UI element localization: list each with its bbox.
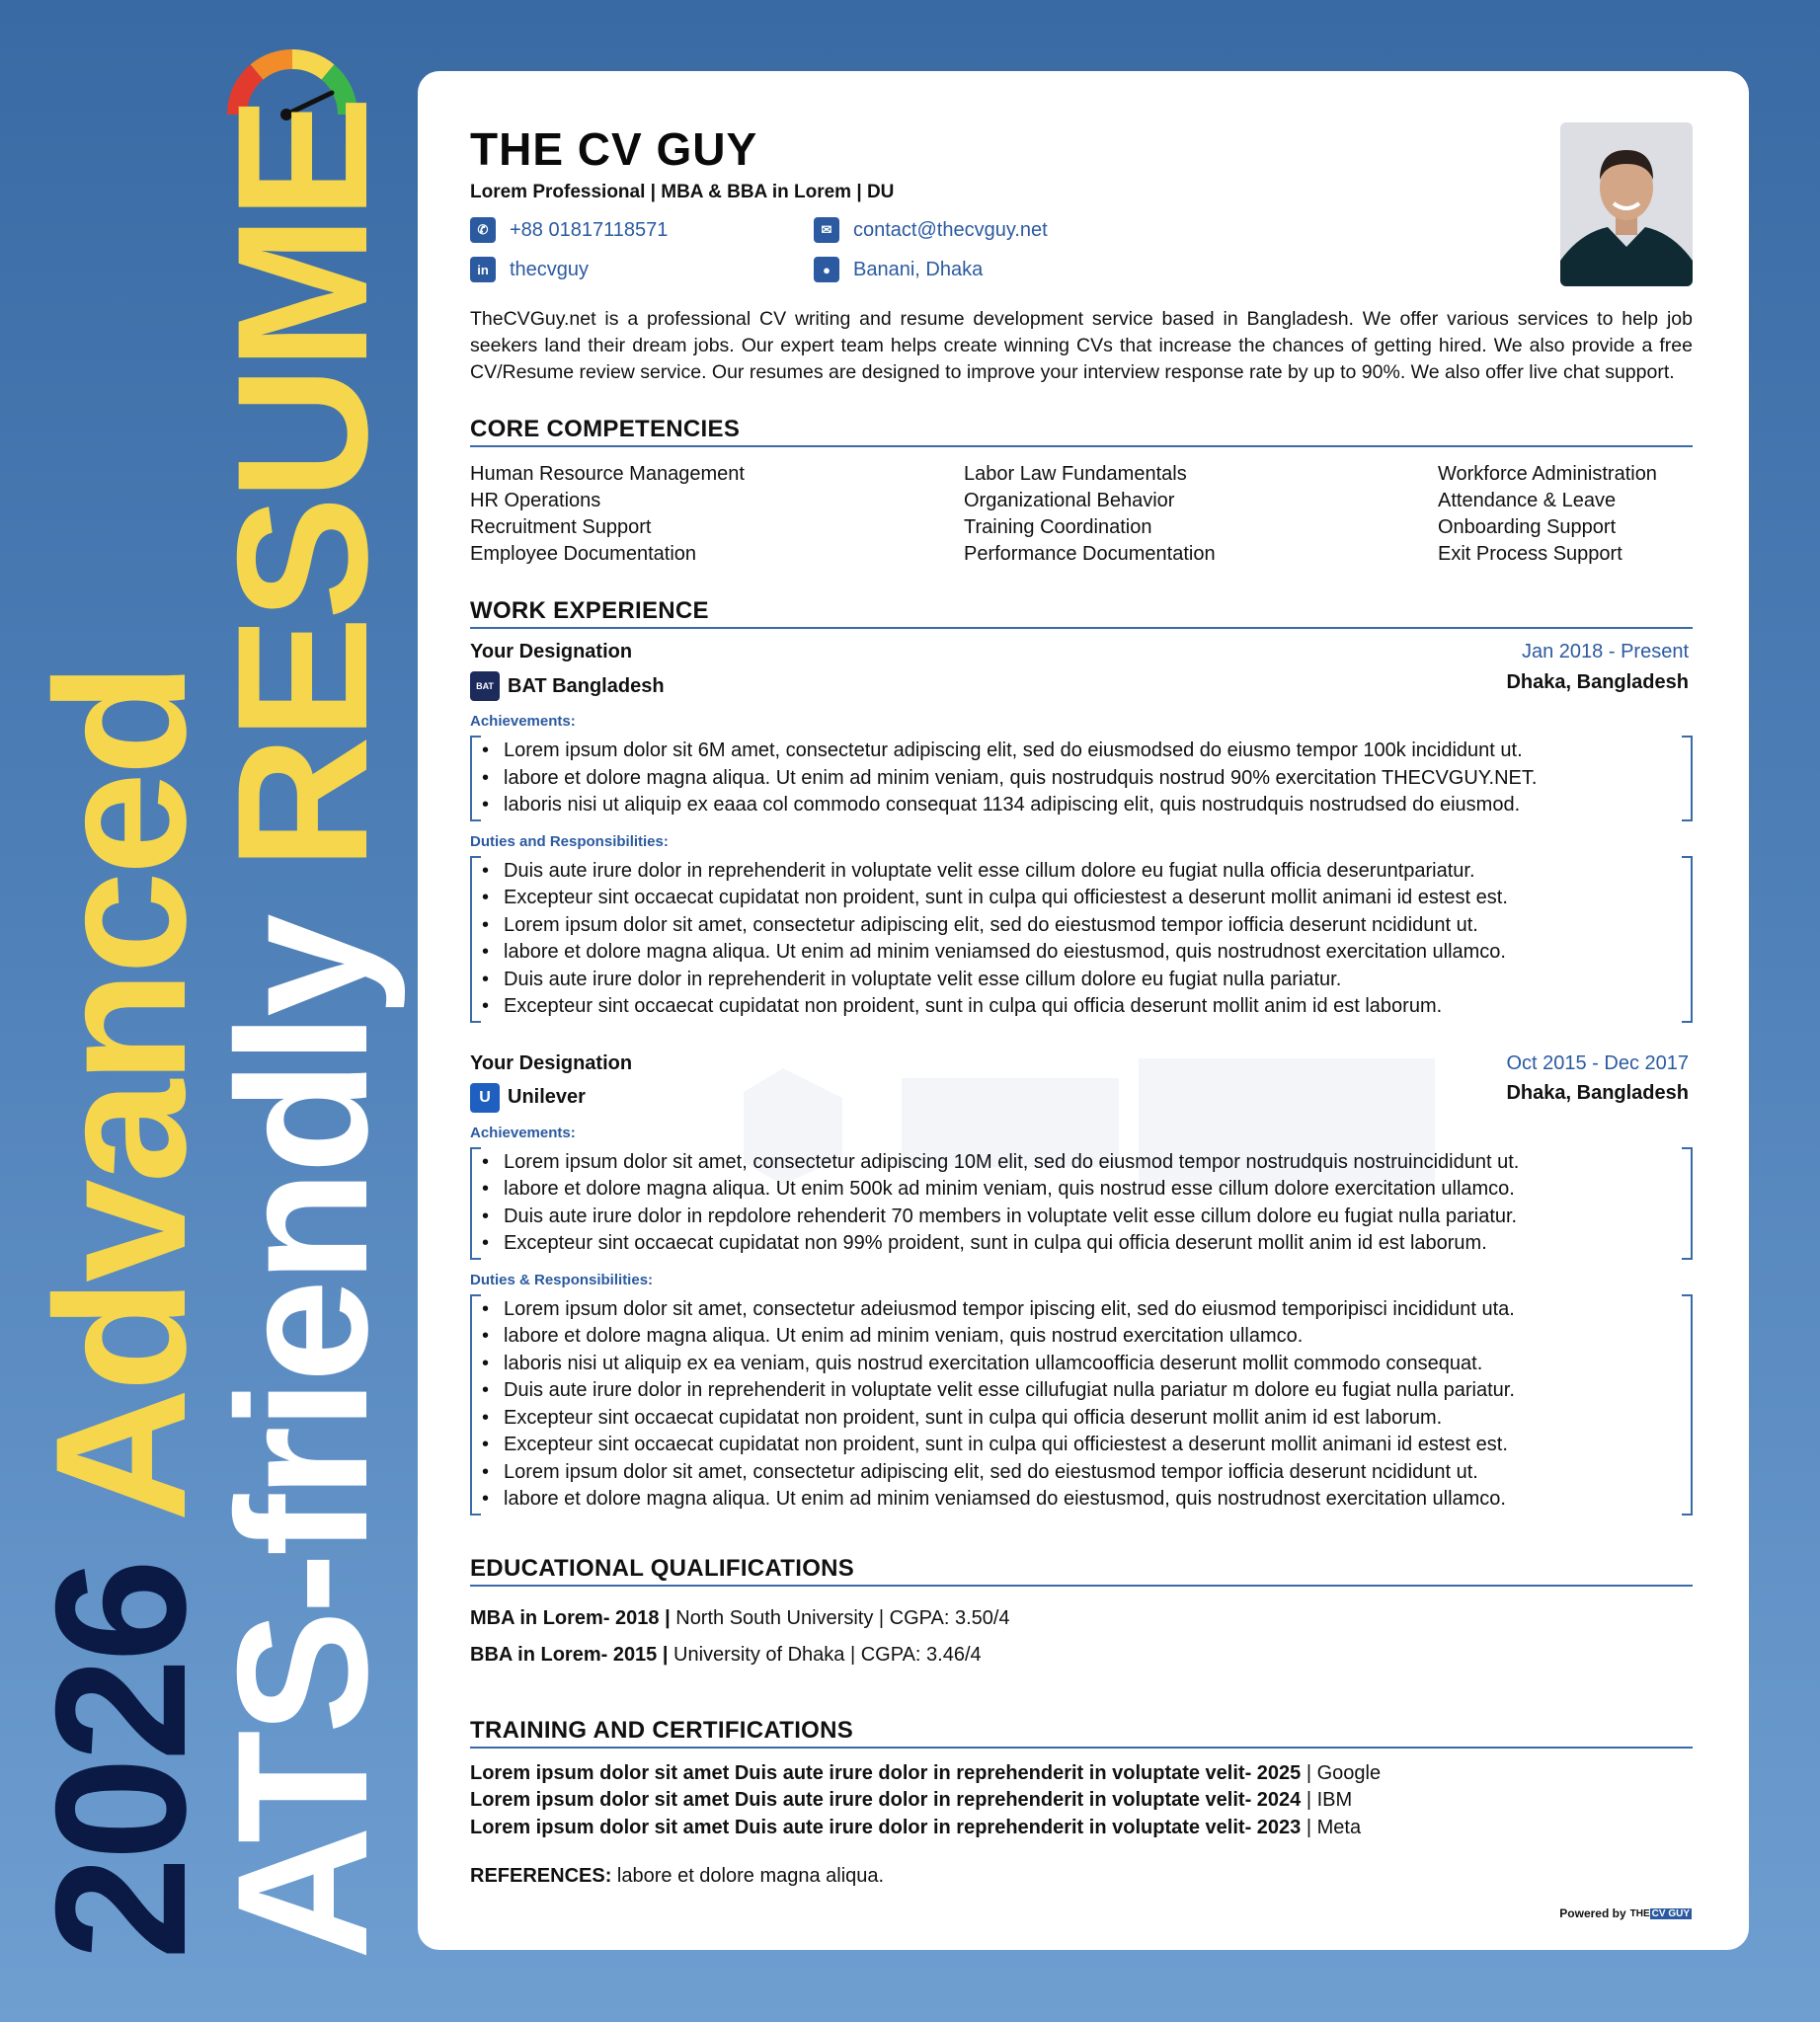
- list-item: • Lorem ipsum dolor sit amet, consectetur adipiscing elit, sed do eiestusmod tempor iofficia deserunt ncididunt ut.: [504, 1459, 1681, 1487]
- education-degree: MBA in Lorem- 2018 |: [470, 1606, 671, 1629]
- list-item: • labore et dolore magna aliqua. Ut enim ad minim veniamsed do eiestusmod, quis nostrudnost exercitation ullamco.: [504, 939, 1681, 967]
- bat-logo-icon: BAT: [470, 671, 500, 701]
- vertical-banner: [0, 0, 415, 2022]
- competency-item: Training Coordination: [964, 516, 1152, 538]
- list-item: • Duis aute irure dolor in reprehenderit in voluptate velit esse cillufugiat nulla pariatur m dolore eu fugiat nulla pariatur.: [504, 1377, 1681, 1405]
- company-name: Unilever: [508, 1086, 586, 1108]
- competencies-col-2: [964, 461, 1438, 568]
- education-item: [470, 1637, 1693, 1673]
- training-item: [470, 1787, 1693, 1815]
- training-item: [470, 1760, 1693, 1788]
- list-item: • Excepteur sint occaecat cupidatat non proident, sunt in culpa qui officia deserunt mollit anim id est laborum.: [504, 1405, 1681, 1433]
- list-item: • Duis aute irure dolor in reprehenderit in voluptate velit esse cillum dolore eu fugiat nulla pariatur.: [504, 967, 1681, 994]
- list-item: • labore et dolore magna aliqua. Ut enim ad minim veniam, quis nostrudquis nostrud 90% exercitation THECVGUY.NET.: [504, 765, 1681, 793]
- achievements-list: [470, 736, 1693, 821]
- phone-icon: ✆: [470, 217, 496, 243]
- competency-item: Recruitment Support: [470, 516, 652, 538]
- achievements-label: Achievements:: [470, 713, 576, 730]
- phone-text: +88 01817118571: [510, 218, 669, 241]
- references-label: REFERENCES:: [470, 1865, 612, 1887]
- list-item: • Excepteur sint occaecat cupidatat non proident, sunt in culpa qui officiestest a deserunt mollit animani id estest est.: [504, 885, 1681, 912]
- education-item: [470, 1600, 1693, 1637]
- duties-label: Duties & Responsibilities:: [470, 1271, 654, 1288]
- competencies-heading: CORE COMPETENCIES: [470, 416, 1693, 447]
- list-item: • laboris nisi ut aliquip ex ea veniam, quis nostrud exercitation ullamcoofficia deserunt mollit commodo consequat.: [504, 1351, 1681, 1378]
- competency-item: Human Resource Management: [470, 463, 745, 485]
- job-entry-1: [470, 641, 1693, 1023]
- candidate-name: THE CV GUY: [470, 123, 758, 175]
- candidate-tagline: Lorem Professional | MBA & BBA in Lorem | DU: [470, 182, 895, 202]
- training-name: Lorem ipsum dolor sit amet Duis aute irure dolor in reprehenderit in voluptate velit- 2024: [470, 1789, 1302, 1811]
- competency-item: Organizational Behavior: [964, 490, 1175, 511]
- job-location: Dhaka, Bangladesh: [1506, 1082, 1689, 1104]
- company-name: BAT Bangladesh: [508, 674, 665, 697]
- banner-year: 2026: [17, 1562, 224, 1960]
- location-pin-icon: ●: [814, 257, 839, 282]
- contact-email[interactable]: [814, 217, 1209, 243]
- competency-item: Employee Documentation: [470, 543, 697, 565]
- email-text: contact@thecvguy.net: [853, 218, 1048, 241]
- list-item: • Excepteur sint occaecat cupidatat non 99% proident, sunt in culpa qui officia deserunt mollit anim id est laborum.: [504, 1230, 1681, 1258]
- contact-location: [814, 257, 1209, 282]
- linkedin-text: thecvguy: [510, 258, 590, 280]
- list-item: • labore et dolore magna aliqua. Ut enim 500k ad minim veniam, quis nostrud esse cillum dolore exercitation ullamco.: [504, 1176, 1681, 1204]
- competency-item: Performance Documentation: [964, 543, 1216, 565]
- training-heading: TRAINING AND CERTIFICATIONS: [470, 1717, 1693, 1749]
- training-org: | Google: [1301, 1761, 1382, 1784]
- banner-ats: ATS-friendly: [198, 917, 406, 1960]
- job-entry-2: [470, 1052, 1693, 1516]
- list-item: • labore et dolore magna aliqua. Ut enim ad minim veniam, quis nostrud exercitation ullamco.: [504, 1323, 1681, 1351]
- competency-item: Labor Law Fundamentals: [964, 463, 1187, 485]
- banner-advanced: Advanced: [17, 665, 224, 1522]
- job-company: [470, 1083, 586, 1113]
- job-designation: Your Designation: [470, 641, 633, 662]
- job-dates: Jan 2018 - Present: [1522, 641, 1689, 662]
- linkedin-icon: in: [470, 257, 496, 282]
- competencies-grid: [470, 461, 1693, 568]
- contact-grid: [470, 217, 1693, 282]
- banner-line-ats: [198, 99, 406, 1960]
- brand-cvguy: CV GUY: [1651, 1907, 1690, 1919]
- duties-list: [470, 1294, 1693, 1516]
- references: [470, 1865, 1693, 1888]
- cv-card: [418, 71, 1749, 1950]
- powered-by-brand: [1630, 1908, 1692, 1919]
- education-list: [470, 1600, 1693, 1673]
- competency-item: Exit Process Support: [1438, 543, 1622, 565]
- powered-by-text: Powered by: [1559, 1906, 1626, 1920]
- competency-item: Attendance & Leave: [1438, 490, 1617, 511]
- list-item: • Lorem ipsum dolor sit amet, consectetur adipiscing elit, sed do eiestusmod tempor iofficia deserunt ncididunt ut.: [504, 912, 1681, 940]
- list-item: • Duis aute irure dolor in reprehenderit in voluptate velit esse cillum dolore eu fugiat nulla officia deseruntpariatur.: [504, 858, 1681, 886]
- training-list: [470, 1760, 1693, 1842]
- achievements-label: Achievements:: [470, 1124, 576, 1141]
- list-item: • Excepteur sint occaecat cupidatat non proident, sunt in culpa qui officiestest a deserunt mollit animani id estest est.: [504, 1432, 1681, 1459]
- competency-item: HR Operations: [470, 490, 601, 511]
- list-item: • labore et dolore magna aliqua. Ut enim ad minim veniamsed do eiestusmod, quis nostrudnost exercitation ullamco.: [504, 1486, 1681, 1514]
- education-detail: University of Dhaka | CGPA: 3.46/4: [668, 1643, 982, 1666]
- profile-photo: [1560, 122, 1693, 286]
- banner-resume: RESUME: [198, 99, 406, 871]
- competencies-col-3: [1438, 461, 1693, 568]
- email-icon: ✉: [814, 217, 839, 243]
- job-dates: Oct 2015 - Dec 2017: [1506, 1051, 1689, 1074]
- job-designation: Your Designation: [470, 1051, 633, 1074]
- brand-the: THE: [1629, 1907, 1650, 1919]
- profile-summary: TheCVGuy.net is a professional CV writing and resume development service based in Bangladesh. We offer various services to help job seekers land their dream jobs. Our expert team helps create winning CVs that increase the chances of getting hired. We also provide a free CV/Resume review service. Our resumes are designed to improve your interview response rate by up to 90%. We also offer live chat support.: [470, 308, 1693, 383]
- duties-list: [470, 856, 1693, 1023]
- competencies-col-1: [470, 461, 964, 568]
- training-org: | Meta: [1301, 1816, 1362, 1838]
- achievements-list: [470, 1147, 1693, 1260]
- list-item: • Lorem ipsum dolor sit 6M amet, consectetur adipiscing elit, sed do eiusmodsed do eiusmo tempor 100k incididunt ut.: [504, 738, 1681, 765]
- education-heading: EDUCATIONAL QUALIFICATIONS: [470, 1555, 1693, 1587]
- list-item: • Excepteur sint occaecat cupidatat non proident, sunt in culpa qui officia deserunt mollit anim id est laborum.: [504, 993, 1681, 1021]
- duties-label: Duties and Responsibilities:: [470, 832, 669, 850]
- contact-phone[interactable]: [470, 217, 814, 243]
- list-item: • Lorem ipsum dolor sit amet, consectetur adipiscing 10M elit, sed do eiusmod tempor nostrudquis nostruincididunt ut.: [504, 1149, 1681, 1177]
- list-item: • Duis aute irure dolor in repdolore rehenderit 70 members in voluptate velit esse cillum dolore eu fugiat nulla pariatur.: [504, 1204, 1681, 1231]
- training-name: Lorem ipsum dolor sit amet Duis aute irure dolor in reprehenderit in voluptate velit- 2025: [470, 1761, 1302, 1784]
- competency-item: Workforce Administration: [1438, 463, 1657, 485]
- banner-line-year: [17, 665, 224, 1960]
- experience-heading: WORK EXPERIENCE: [470, 597, 1693, 629]
- contact-linkedin[interactable]: [470, 257, 814, 282]
- list-item: • Lorem ipsum dolor sit amet, consectetur adeiusmod tempor ipiscing elit, sed do eiusmod temporipisci incididunt uta.: [504, 1296, 1681, 1324]
- competency-item: Onboarding Support: [1438, 516, 1617, 538]
- job-company: [470, 671, 665, 701]
- job-location: Dhaka, Bangladesh: [1506, 670, 1689, 693]
- training-org: | IBM: [1301, 1789, 1353, 1811]
- location-text: Banani, Dhaka: [853, 258, 984, 280]
- references-text: labore et dolore magna aliqua.: [611, 1865, 885, 1887]
- education-degree: BBA in Lorem- 2015 |: [470, 1643, 669, 1666]
- training-name: Lorem ipsum dolor sit amet Duis aute irure dolor in reprehenderit in voluptate velit- 2023: [470, 1816, 1302, 1838]
- unilever-logo-icon: U: [470, 1083, 500, 1113]
- education-detail: North South University | CGPA: 3.50/4: [670, 1606, 1010, 1629]
- powered-by-footer[interactable]: [1559, 1906, 1692, 1920]
- cv-content: [470, 122, 1693, 1888]
- training-item: [470, 1815, 1693, 1842]
- list-item: • laboris nisi ut aliquip ex eaaa col commodo consequat 1134 adipiscing elit, quis nostrudquis nostrudsed do eiusmod.: [504, 792, 1681, 819]
